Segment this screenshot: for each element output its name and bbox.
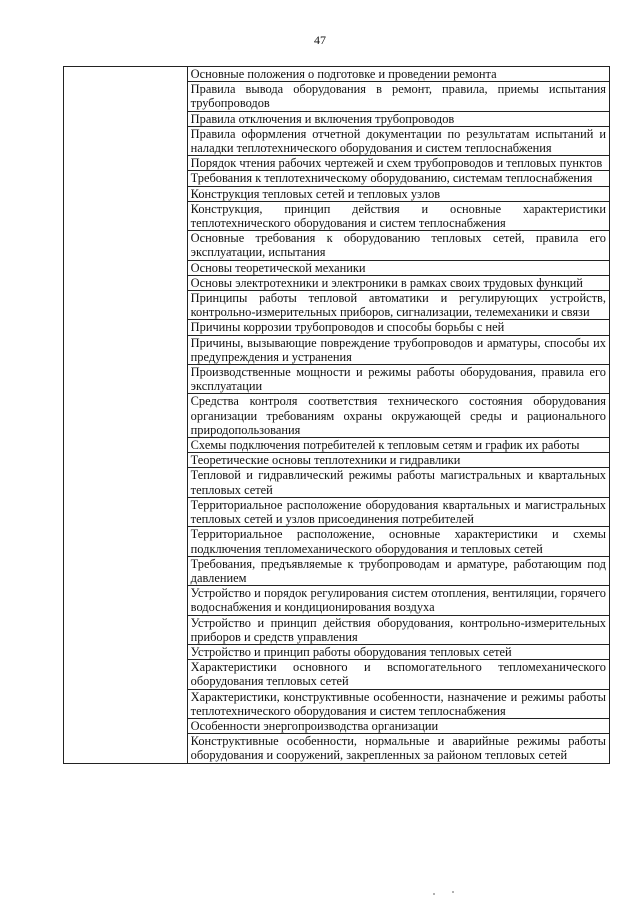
knowledge-item: Устройство и принцип работы оборудования тепловых сетей <box>187 644 609 659</box>
knowledge-item: Характеристики основного и вспомогательного тепломеханического оборудования тепловых сетей <box>187 660 609 689</box>
knowledge-table-body <box>64 67 610 764</box>
knowledge-item: Конструкция, принцип действия и основные характеристики теплотехнического оборудования и систем теплоснабжения <box>187 201 609 230</box>
knowledge-item: Характеристики, конструктивные особенности, назначение и режимы работы теплотехнического оборудования и систем теплоснабжения <box>187 689 609 718</box>
knowledge-item: Устройство и принцип действия оборудования, контрольно-измерительных приборов и средств управления <box>187 615 609 644</box>
knowledge-item: Территориальное расположение оборудования квартальных и магистральных тепловых сетей и узлов присоединения потребителей <box>187 497 609 526</box>
row-label-cell <box>64 67 188 764</box>
knowledge-item: Основы теоретической механики <box>187 260 609 275</box>
table-row <box>64 67 610 82</box>
scan-speck <box>452 891 454 893</box>
knowledge-item: Основы электротехники и электроники в рамках своих трудовых функций <box>187 275 609 290</box>
knowledge-item: Средства контроля соответствия технического состояния оборудования организации требованиям охраны окружающей среды и рационального природопользования <box>187 394 609 438</box>
knowledge-item: Требования, предъявляемые к трубопроводам и арматуре, работающим под давлением <box>187 556 609 585</box>
knowledge-item: Требования к теплотехническому оборудованию, системам теплоснабжения <box>187 171 609 186</box>
knowledge-item: Правила вывода оборудования в ремонт, правила, приемы испытания трубопроводов <box>187 82 609 111</box>
knowledge-item: Производственные мощности и режимы работы оборудования, правила его эксплуатации <box>187 365 609 394</box>
knowledge-table <box>63 66 610 764</box>
knowledge-item: Причины коррозии трубопроводов и способы борьбы с ней <box>187 320 609 335</box>
knowledge-item: Тепловой и гидравлический режимы работы магистральных и квартальных тепловых сетей <box>187 468 609 497</box>
knowledge-item: Территориальное расположение, основные характеристики и схемы подключения тепломеханического оборудования и тепловых сетей <box>187 527 609 556</box>
knowledge-item: Схемы подключения потребителей к тепловым сетям и график их работы <box>187 438 609 453</box>
knowledge-item: Правила оформления отчетной документации по результатам испытаний и наладки теплотехнического оборудования и систем теплоснабжения <box>187 126 609 155</box>
knowledge-item: Устройство и порядок регулирования систем отопления, вентиляции, горячего водоснабжения и кондиционирования воздуха <box>187 586 609 615</box>
knowledge-item: Конструктивные особенности, нормальные и аварийные режимы работы оборудования и сооружений, закрепленных за районом тепловых сетей <box>187 734 609 763</box>
knowledge-item: Основные положения о подготовке и проведении ремонта <box>187 67 609 82</box>
knowledge-item: Порядок чтения рабочих чертежей и схем трубопроводов и тепловых пунктов <box>187 156 609 171</box>
knowledge-item: Причины, вызывающие повреждение трубопроводов и арматуры, способы их предупреждения и устранения <box>187 335 609 364</box>
page-number: 47 <box>314 33 326 47</box>
knowledge-item: Основные требования к оборудованию тепловых сетей, правила его эксплуатации, испытания <box>187 231 609 260</box>
scan-speck <box>433 893 435 895</box>
knowledge-item: Особенности энергопроизводства организации <box>187 718 609 733</box>
knowledge-item: Конструкция тепловых сетей и тепловых узлов <box>187 186 609 201</box>
knowledge-item: Правила отключения и включения трубопроводов <box>187 111 609 126</box>
knowledge-item: Теоретические основы теплотехники и гидравлики <box>187 453 609 468</box>
knowledge-item: Принципы работы тепловой автоматики и регулирующих устройств, контрольно-измерительных приборов, сигнализации, телемеханики и связи <box>187 291 609 320</box>
